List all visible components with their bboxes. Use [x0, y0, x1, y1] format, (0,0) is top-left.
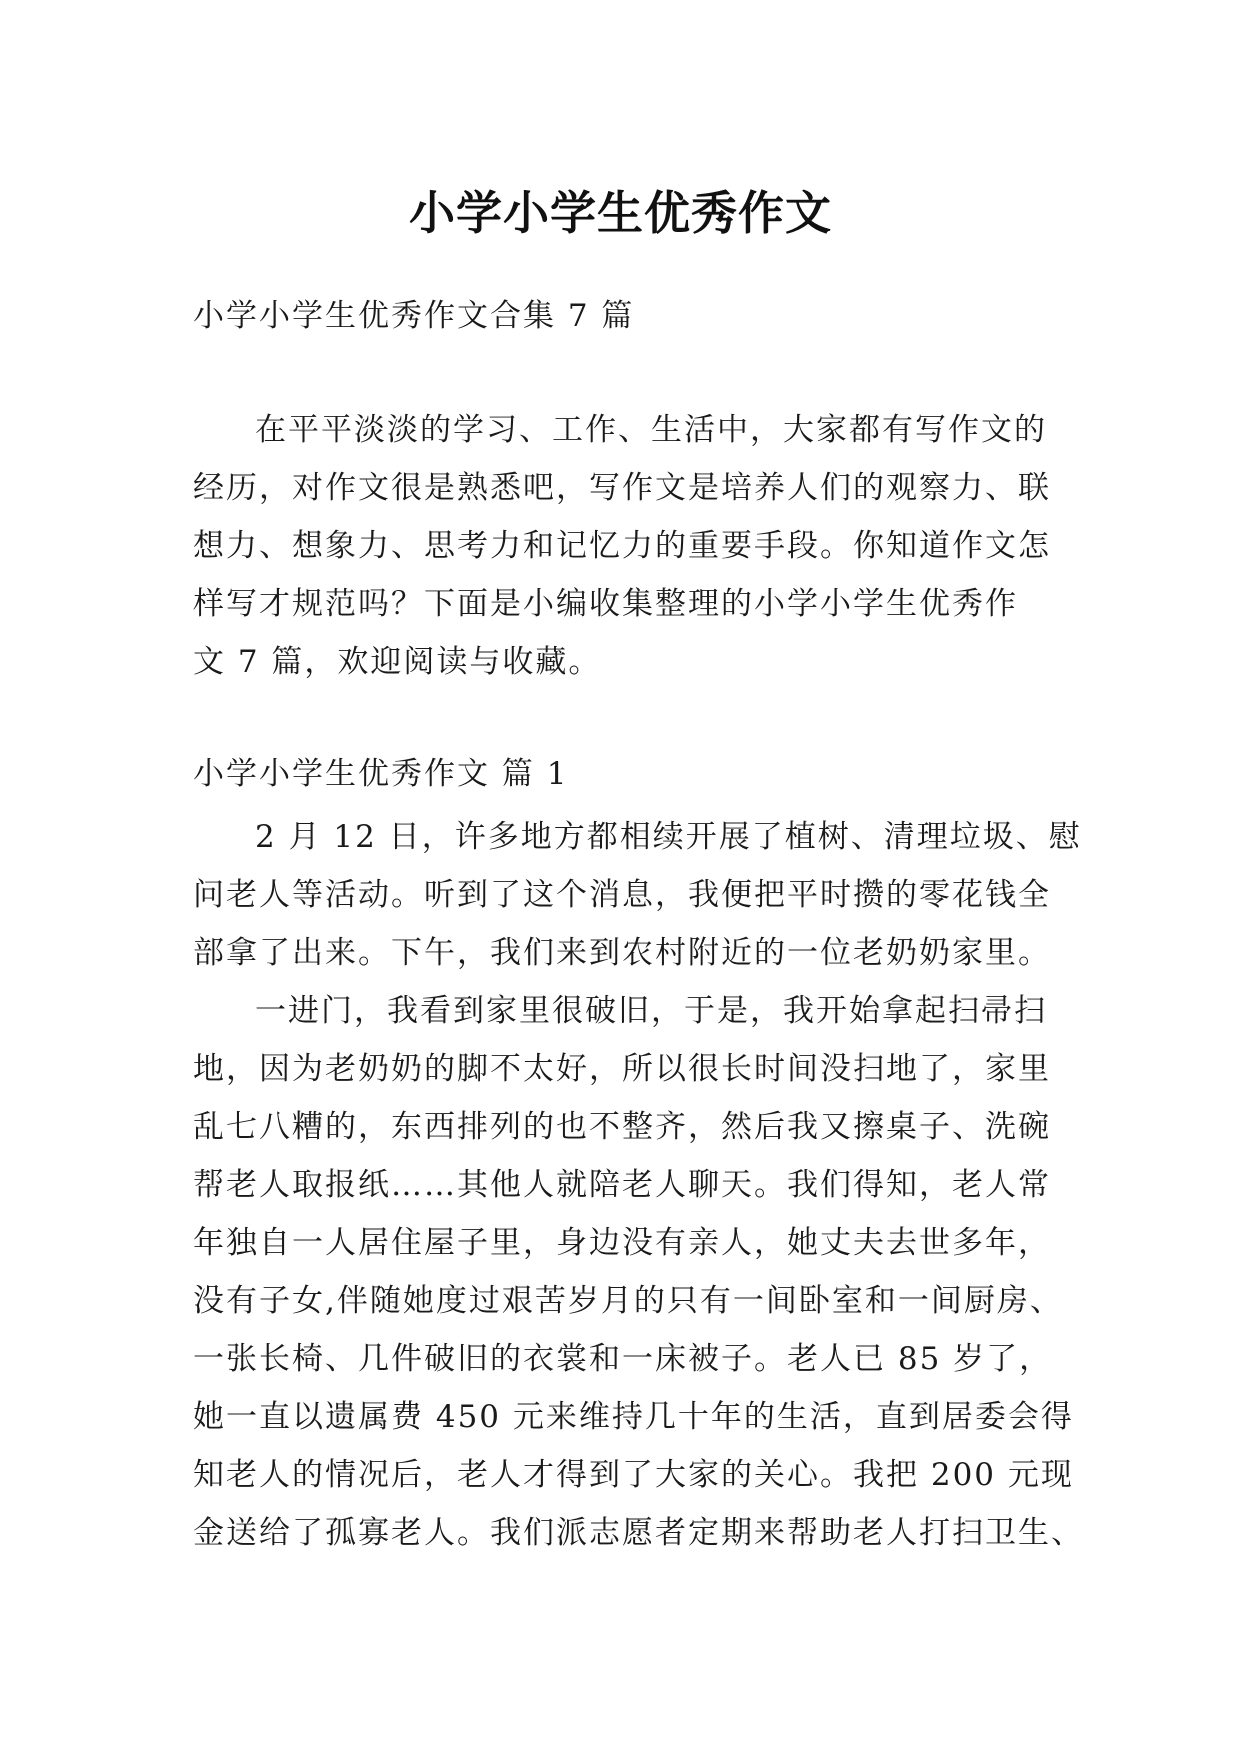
paragraph-line: 问老人等活动。听到了这个消息，我便把平时攒的零花钱全 — [193, 877, 1051, 913]
paragraph-line: 想力、想象力、思考力和记忆力的重要手段。你知道作文怎 — [193, 528, 1051, 564]
paragraph-line: 部拿了出来。下午，我们来到农村附近的一位老奶奶家里。 — [193, 935, 1051, 971]
section-heading: 小学小学生优秀作文 篇 1 — [193, 756, 569, 792]
paragraph-line: 她一直以遗属费 450 元来维持几十年的生活，直到居委会得 — [193, 1399, 1074, 1435]
paragraph-line: 一张长椅、几件破旧的衣裳和一床被子。老人已 85 岁了， — [193, 1341, 1053, 1377]
paragraph-line: 没有子女,伴随她度过艰苦岁月的只有一间卧室和一间厨房、 — [193, 1283, 1063, 1319]
paragraph-line: 在平平淡淡的学习、工作、生活中，大家都有写作文的 — [255, 412, 1047, 448]
paragraph-line: 一进门，我看到家里很破旧，于是，我开始拿起扫帚扫 — [255, 993, 1047, 1029]
paragraph-line: 文 7 篇，欢迎阅读与收藏。 — [193, 644, 602, 680]
paragraph-line: 样写才规范吗？下面是小编收集整理的小学小学生优秀作 — [193, 586, 1018, 622]
paragraph-line: 年独自一人居住屋子里，身边没有亲人，她丈夫去世多年， — [193, 1225, 1051, 1261]
document-title: 小学小学生优秀作文 — [409, 185, 832, 240]
story-paragraphs — [193, 808, 1084, 1562]
document-subtitle: 小学小学生优秀作文合集 7 篇 — [193, 298, 635, 334]
paragraph-line: 2 月 12 日，许多地方都相续开展了植树、清理垃圾、慰 — [255, 819, 1082, 855]
paragraph-line: 经历，对作文很是熟悉吧，写作文是培养人们的观察力、联 — [193, 470, 1051, 506]
paragraph-line: 地，因为老奶奶的脚不太好，所以很长时间没扫地了，家里 — [193, 1051, 1051, 1087]
intro-paragraph — [193, 401, 1073, 691]
paragraph-line: 知老人的情况后，老人才得到了大家的关心。我把 200 元现 — [193, 1457, 1074, 1493]
paragraph-line: 金送给了孤寡老人。我们派志愿者定期来帮助老人打扫卫生、 — [193, 1515, 1084, 1551]
paragraph-line: 帮老人取报纸……其他人就陪老人聊天。我们得知，老人常 — [193, 1167, 1051, 1203]
paragraph-line: 乱七八糟的，东西排列的也不整齐，然后我又擦桌子、洗碗 — [193, 1109, 1051, 1145]
